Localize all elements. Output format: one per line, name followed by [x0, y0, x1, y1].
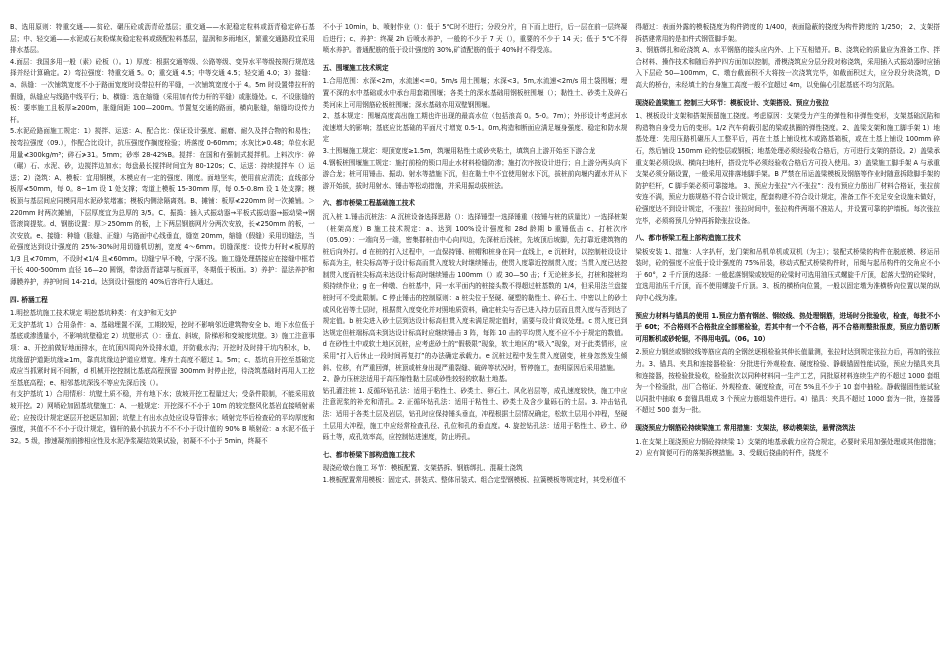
- body-paragraph: 3.土围堰施工规定：堤顶宽度≥1.5m，筑堰用粘性土或砂夹粘土，填筑自上游开始至下游合龙: [322, 146, 596, 155]
- column-middle: [323, 22, 628, 668]
- body-paragraph: B、选用原则：特重交通——贫砼、碾压砼或沥青砼基层；重交通——水泥稳定粒料或沥青稳定碎石基层；中、轻交通——水泥或石灰粉煤灰稳定粒料或级配粒料基层，湿润和多雨地区，繁重交通路段宜采用排水基层。: [10, 23, 315, 55]
- body-paragraph: 梁板安装 1、措施：人字扒杆，龙门架和吊机单机或双机（为主）；装配式桥梁的构件在脱底模、移运吊装时，砼的强度不应低于设计强度的 75%吊装，移动式配式桥梁构件时，吊绳与起吊构件的交角应不小于 60°，2 千斤顶的选择：一般起落钢梁或较短的砼梁时可选用油压式螺旋千斤顶，起落大型的砼梁时，宜选用油压千斤顶，而不使用螺旋千斤顶。3、板的横桥向位置，一般以固定墩为准横桥向位置以架的纵向中心线为准。: [635, 247, 941, 303]
- body-paragraph: 4.钢板桩围堰施工规定：施打前检的锁口用止水材料检缝防渗；施打次序按设计进行；自上游分两头向下游合龙；桩可用锤击、振动、射水等措施下沉，但在黏土中不宜使用射水下沉，拔桩前向堰内灌水并从下游开始拔，拔时用射水、锤击等松动措施，并采用振动拔桩法。: [322, 158, 628, 190]
- column-right: [635, 22, 940, 668]
- body-paragraph: 1.明挖基坑施工技术规定 明挖基坑种类：有支护和无支护: [10, 309, 177, 318]
- section-heading: 现浇预应力钢筋砼持续梁施工 常用措施：支架法，移动模架法，悬臂浇筑法: [635, 424, 856, 432]
- section-heading: 五、围堰施工技术规定: [322, 63, 389, 72]
- body-paragraph: 1.在支架上现浇预应力钢砼持续梁 1）支架的地基承载力应符合规定，必要时采用加强处理或其他措施；2）应有简便可行的落架拆模措施。3、受载后挠曲的杆件，挠度不: [635, 437, 941, 458]
- body-paragraph: 2.预应力钢丝或钢绞线等筋应高的全钢丝逐根检验其伸长值量测，张拉时达到规定张拉力后，再加的张拉力。3、锚具、夹具和连接器检验：分批进行外观检查、硬度检验、静载锚固性能试验，预应力锚具夹具和连接器，按检验批验收，检验批次以同种材料同一生产工艺，同批原材料连续生产的不超过 1000 套组为一个检验批，出厂合格证、外观检查、硬度检查，可在 5%且不少于 10 套中抽检。静载锚固性能试验以同批中抽取 6 套锚具组成 3 个预应力筋组装件进行。4）锚具：夹具不超过 1000 套为一批，连接器不超过 500 套为一批。: [635, 348, 941, 415]
- body-paragraph: 5.水泥砼路面施工规定：1）搅拌、运送：A、配合比：保证设计强度、耐磨、耐久及拌合物的和易性；按弯拉强度（09.），作配合比设计，抗压强度作搁度检验；坍落度 0-60mm；水灰比≯0.48；单位水泥用量≮300kg/m³；碎石≯31。5mm；砂率 28-42%B。搅拌：在国和有强制式搅拌机。上料次序：碎（碾）石、水泥、砂，边搅拌边加水；每盘最长搅拌时间宜为 80-120s；C、运送：持续搅拌车（）运送；2）浇筑：A、模板：宜用钢模，木模应有一定的强度、刚度。面地坚实，使用前应清洗；直线部分板厚≮50mm，每 0。8~1m 设 1 处支撑；弯道上模板 15-30mm 厚，每 0.5-0.8m 设 1 处支撑；模板顶与基层间应同模同用水泥砂浆堵塞；模板内侧涂隔离剂。B、摊铺：板厚≮220mm 时一次摊铺。＞220mm 时两次摊铺，下层厚度宜为总厚的 3/5。C、振捣：插入式振动器→平板式振动器→振动梁→钢管滚筒提浆。d、钢筋设置：厚＞250mm 的板，上下两层钢筋网片分两次安放，长≮250mm 的板，一次安放。e、接缝：种缝（胀缝、正缝）与路面中心线垂直，缝宽 20mm，缩缝（假缝）采用切缝法，当砼强度达到设计强度的 25%-30%时用切缝机切割，宽度 4～6mm。切缝深度：设传力杆时≮板厚的 1/3 且≮70mm，不设时≮1/4 且≮60mm。切缝宁早不晚，宁深不浅。施工缝处理搭接应在接缝中框若干长 400-500mm 直径 16—20 圆钢，带涂沥青滤罩与板面平，冬期低于板面。3）养护：湿法养护和薄膜养护，养护时间 14-21d。达到设计强度的 40%后容许行人通过。: [10, 127, 315, 287]
- section-heading: 现浇砼盖梁施工 控制三大环节：模板设计、支架搭设、预应力张拉: [635, 98, 829, 107]
- section-heading: 四. 桥涵工程: [10, 295, 48, 304]
- section-heading: 预应力材料与锚具的使用 1.预应力筋有钢丝、钢绞线、热处理钢筋，进场时分批验收，检查，每批不小于 60t；不合格则不合格批应全部需检验，若其中有一个不合格，再不合格则整批报废，预应力筋切断可用断机或砂轮锯，不得用电弧。（06。10）: [635, 311, 941, 343]
- body-paragraph: 2、基本规定：围堰高度高出施工期也许出现的最高水位（包括浪高 0。5-0。7m）；外形设计考虑河水流速增大的影响；基底应比基础的平面尺寸增宽 0.5-1。0m,构造和断面应满足堰身强度、稳定和防水规定: [322, 112, 628, 144]
- body-paragraph: 1.模板配置常用模板：固定式、拼装式、整体吊装式、组合定型钢模板、拉簧模板等规定时，其受形值不: [322, 475, 626, 484]
- body-paragraph: 不小于 10min，b、喷射作业（）：低于 5℃时不进行；分段分片，自下而上进行，后一层在前一层终凝后进行；c、养护：终凝 2h 后喷水养护，一般的不少于 7 天（），重要的不少于 14 天；低于 5℃不得喷水养护。普通配筋的低于设计强度的 30%,矿渣配筋的低于 40%时不得受冻。: [322, 23, 628, 55]
- body-paragraph: 沉入桩 1.锤击沉桩法：A 沉桩设备选择思路（）：选择锤型一选择锤重（按锤与桩的质量比）一选择桩架（桩架高度）B 施工技术规定：a、达到 100%设计强度和 28d 龄期 b 重锤低击 c、打桩次序（05.09）：一端向另一端，密集群桩由中心向四边，先深桩后浅桩，先坡顶后坡脚，先打靠近建筑物的桩后向外打。d 在桩的打入过程中，一直保持锤、桩帽和桩身在同一直线上，e 沉桩时，以控制桩设设计标高为主，桩尖标高等于设计标高而贯入度较大时继续锤击，使贯入度靠近控制贯入度；当贯入度已达控制贯入度而桩尖标高未达设计标高时继续锤击 100mm（）或 30—50 击；f 无论桩多长，打桩和接桩均须持续作业；g 在一种墩、台桩基中，同一水平面内的桩接头数不得超过桩基数的 1/4，但采用法兰盘接桩时可不受此限制。C 停止锤击的控制原则：a 桩尖位于坚硬、硬塑的黏性土、碎石土、中密以上的砂土或风化岩等土层时，根据贯入度变化并对照地质资料，确定桩尖与否已进入持力层而且贯入度与否到达了规定值。b 桩尖进入砂土层到达设计标高但贯入度未满足规定值时，需要与设计商议处理。c 贯入度已到达规定但桩端标高未到达设计标高时应继续锤击 3 阵，每阵 10 击的平均贯入度不应不小于规定的数值。d 在砂性土中或软土地区沉桩，应考虑砂土的“假极限”现象，软土地区的“吸入”现象，对于此类情形，应采用“打入后休止一段时间再复打”的办法确定承载力。e 沉桩过程中发生贯入度剧变，桩身忽然发生倾斜、位移，有严重回弹，桩顶或桩身出现严重裂缝、破碎等状况时，暂停施工，查明原因后采用措施。: [322, 212, 628, 372]
- column-left: [10, 22, 315, 668]
- body-paragraph: 现浇砼墩台施工 环节：模板配置、支架搭拆、钢筋绑扎、混凝土浇筑: [322, 464, 523, 473]
- section-heading: 七、都市桥梁下部构造施工技术: [322, 450, 415, 459]
- body-paragraph: 无支护基坑 1）合用条件：a、基础埋置不深，工期较短，挖时不影响邻近建筑物安全 b、地下水位低于基底或渗透量小，不影响坑壁稳定 2）坑壁形式（）：垂直、斜坡，阶梯形和变坡度坑壁。3）施工注意事项：a、开挖前做好地面排水，在坑顶四周向外设排水道，并防截水沟；开挖时及时排干坑内积水，b、坑缘留护道距坑缘≥1m，靠真坑缘边护道应增宽。堆弃土高度不超过 1。5m；c、基坑自开挖至基础完成应当抓紧时间不间断，d 机械开挖控制比基底高程预留 300mm 时停止挖，待浇筑基础时再用人工挖至基底高程；e、相邻基坑深浅不等应先深后浅（）。: [10, 320, 315, 387]
- body-paragraph: 1.合用范围：水深<2m，水流速<=0。5m/s 用土围堰；水深<3。5m,水流速<2m/s 用土袋围堰；埋置不深的水中基础或水中承台用套箱围堰；各类土的深水基础用钢板桩围堰（）；黏性土、砂类土及碎石类河床上可用钢筋砼板桩围堰；深水基础亦用双壁钢围堰。: [322, 77, 628, 109]
- body-paragraph: 4.面层：我国多用一般（素）砼板（）。1）厚度：根据交通等级、公路等级、变异水平等级按规行规范选择并经计算确定。2）弯拉强度：特重交通 5。0；重交通 4.5；中等交通 4.5；轻交通 4.0；3）接缝：a、纵缝：一次铺筑宽度不小于路面宽度时设带拉杆的平缝，一次铺筑宽度小于 4。5m 时设置带拉杆的假缝，纵缝应与线路中线平行；b、横缝：选在缩缝（采用加有传力杆的平缝）或胀缝处。c、不设胀缝的板：要率施工且板厚≥200m，胀缝间距 100—200m。节置复交通的路面，横向胀缝，缩缝均设传力杆。: [10, 57, 315, 124]
- body-paragraph: 2、静力压桩法适用于高压缩性黏土层或砂性较轻的软黏土地基。: [322, 375, 512, 384]
- section-heading: 六、都市桥梁工程基础施工技术: [322, 199, 415, 208]
- section-heading: 八、都市桥梁工程上部构造施工技术: [635, 234, 741, 243]
- body-paragraph: 3、钢筋绑扎和砼浇筑 A、水平钢筋的接头应内外、上下互相错开。B、浇筑砼的质量应为准备工作、拌合材料、操作技术和随后养护四方面加以控制，滑模浇筑应分层分段对称浇筑，采用插入式振动器时应插入下层砼 50—100mm，C、墩台截面积不大将按一次浇筑完毕，如截面积过大，应分段分块浇筑，D 高大的桥台，未经填土的台身施工高度一般不宜超过 4m，以免偏心引起基底不均匀沉陷。: [635, 46, 941, 89]
- body-paragraph: 1、模板设计支架和搭架预留施工挠度。考虑原因：支架受力产生的弹性和非弹性变形，支架基础沉陷和构造物自身受力后的变形。1/2 汽车荷载引起的梁或拱圈的弹性挠度。2、盖梁支架和施工脚手架 1）地基处理：先用压路机碾压人工整平后，再在土基上铺设枕木或路基箱板，或在土基上铺设 100mm 碎石，然后铺设 150mm 砼的垫层或钢板；地基处理必须经验收合格后，方可进行支架的搭设。2）盖梁承重支架必须设纵、横向扫地杆，搭设完毕必须经验收合格后方可投入使用。3）盖梁施工脚手架 A 与承重支架必须分隔设置，一般采用双排落地脚手架。B 严禁在吊运盖梁模板及钢筋等作业时随意拆除脚手架的防护栏杆，C 脚手架必须可靠接地。 3、预应力张拉“六不张拉”：没有预应力筋出厂材料合格证，张拉前安连不满，预应力筋规格不符合设计规定，配套构建不符合设计规定，准备工作不充足安全设施未做好，砼强度达不到设计规定，不张拉！张拉时间中，张拉构件两端不准站人，并设置可靠的护墙板。每次张拉完毕，必须将预几分钟再拆除张拉设备。: [635, 112, 941, 225]
- body-paragraph: 得超过：表面外露的模板挠度为构件跨度的 1/400，表面隐蔽的挠度为构件跨度的 1/250； 2、支架搭拆搭建常用的是扣件式钢管脚手架。: [635, 23, 941, 43]
- body-paragraph: 钻孔灌注桩 1. 反循环钻孔法：适用于粘性土、砂类土、卵石土、风化岩层等，成孔速度较快，施工中应注意泥浆的补充和清孔。2. 正循环钻孔法：适用于粘性土、砂类土及含少量砾石的土层。3. 冲击钻孔法：适用于各类土层及岩层，钻孔时应保持锤头垂直，冲程根据土层情况确定，松软土层用小冲程，坚硬土层用大冲程，施工中应经常检查孔径、孔位和孔的垂直度。4. 旋挖钻孔法：适用于粘性土、砂土、砂砾土等，成孔效率高，应控制钻进速度，防止坍孔。: [322, 386, 628, 442]
- body-paragraph: 有支护基坑 1）合用情形：坑壁土质不稳，并有地下水；放坡开挖工程量过大；受条件限制，不能采用放坡开挖。2）网喷砼加固基坑壁施工：A、一般规定：开挖深不不小于 10m 的较完整风化基岩直接喷射素砼；应按设计规定逐层开挖逐层加固；坑壁上有出水点处应设导管排水；喷射完毕后检查砼的平均厚度和强度，其值不不不小于设计规定，锚杆的最小抗拔力不不不小于设计值的 90% B 喷射砼：a 水泥不低于 32。5 级，掺速凝剂前掺相应性及水泥净浆凝结效果试验，初凝不不小于 5min，终凝不: [10, 390, 315, 445]
